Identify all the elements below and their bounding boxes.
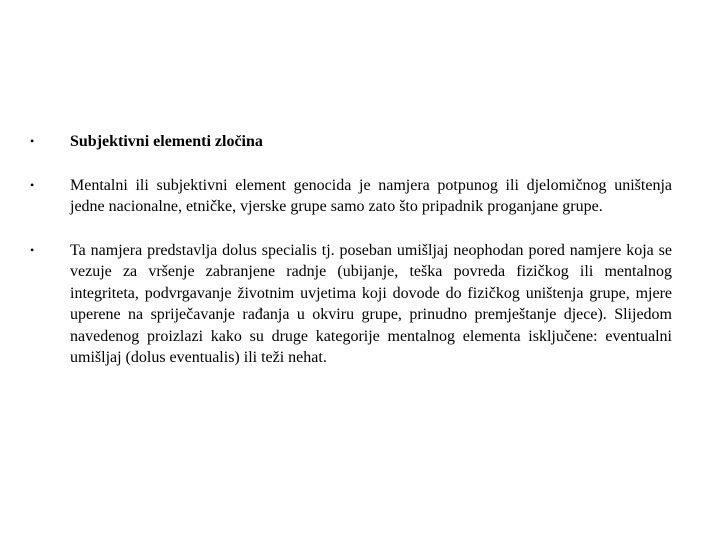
bullet-marker: •: [30, 177, 35, 192]
list-item: [30, 240, 672, 369]
list-item: [30, 175, 672, 218]
bullet-marker: •: [30, 134, 35, 148]
bullet-marker: •: [30, 242, 35, 257]
paragraph-text: Mentalni ili subjektivni element genocida je namjera potpunog ili djelomičnog uništenja jedne nacionalne, etničke, vjerske grupe samo zato što pripadnik proganjane grupe.: [70, 176, 672, 215]
list-item: [30, 131, 672, 153]
section-heading: Subjektivni elementi zločina: [70, 133, 263, 150]
bullet-list: [30, 131, 672, 369]
paragraph-text: Ta namjera predstavlja dolus specialis tj. poseban umišljaj neophodan pored namjere koja se vezuje za vršenje zabranjene radnje (ubijanje, teška povreda fizičkog ili mentalnog integriteta, podvrgavanje životnim uvjetima koji dovode do fizičkog uništenja grupe, mjere uperene na spriječavanje rađanja u okviru grupe, prinudno premještanje djece). Slijedom navedenog proizlazi kako su druge kategorije mentalnog elementa isključene: eventualni umišljaj (dolus eventualis) ili teži nehat.: [70, 241, 672, 366]
